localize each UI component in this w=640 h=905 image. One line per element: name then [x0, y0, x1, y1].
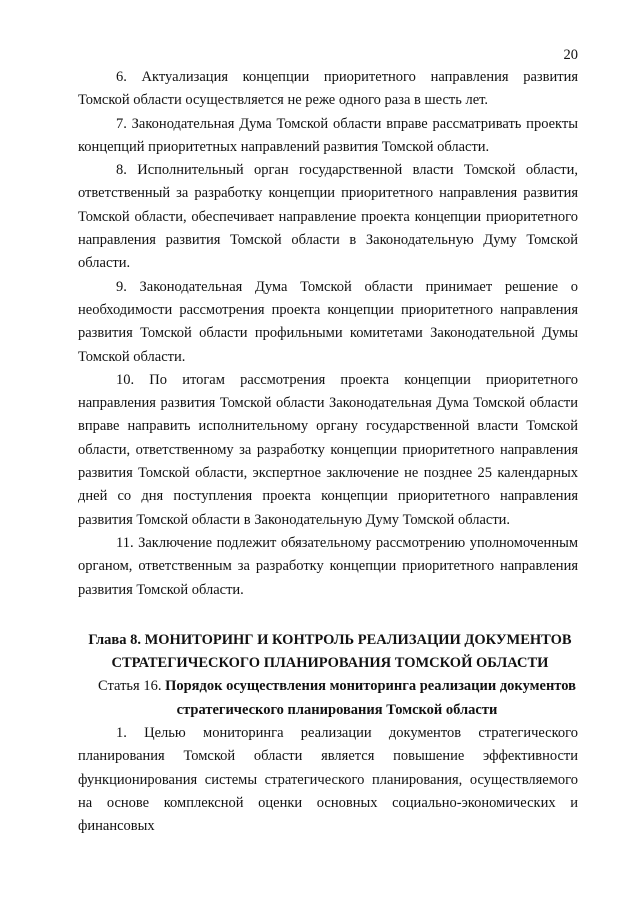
chapter-title: Глава 8. МОНИТОРИНГ И КОНТРОЛЬ РЕАЛИЗАЦИИ ДОКУМЕНТОВ СТРАТЕГИЧЕСКОГО ПЛАНИРОВАНИЯ ТОМСКОЙ ОБЛАСТИ: [88, 631, 572, 672]
paragraph-9: 9. Законодательная Дума Томской области принимает решение о необходимости рассмотрения проекта концепции приоритетного направления развития Томской области профильными комитетами Законодательной Думы Томской области.: [78, 278, 578, 365]
paragraph-6: 6. Актуализация концепции приоритетного направления развития Томской области осуществляется не реже одного раза в шесть лет.: [78, 69, 578, 109]
article-paragraph-1: 1. Целью мониторинга реализации документов стратегического планирования Томской области является повышение эффективности функционирования системы стратегического планирования, осуществляемого на основе комплексной оценки основных социально-экономических и финансовых: [78, 725, 578, 835]
paragraph-10: 10. По итогам рассмотрения проекта концепции приоритетного направления развития Томской области Законодательная Дума Томской области вправе направить исполнительному органу государственной власти Томской области, ответственному за разработку концепции приоритетного направления развития Томской области, экспертное заключение не позднее 25 календарных дней со дня поступления проекта концепции приоритетного направления развития Томской области в Законодательную Думу Томской области.: [78, 371, 578, 528]
article-heading: [78, 675, 578, 722]
document-body: [78, 66, 578, 839]
paragraph-7: 7. Законодательная Дума Томской области вправе рассматривать проекты концепций приоритетных направлений развития Томской области.: [78, 115, 578, 155]
section-spacer: [78, 602, 578, 629]
article-title: Порядок осуществления мониторинга реализации документов стратегического планирования Томской области: [165, 678, 576, 718]
article-label: Статья 16.: [98, 678, 162, 695]
paragraph-8: 8. Исполнительный орган государственной власти Томской области, ответственный за разработку концепции приоритетного направления развития Томской области, обеспечивает направление проекта концепции приоритетного направления развития Томской области в Законодательную Думу Томской области.: [78, 162, 578, 272]
page-number: 20: [563, 47, 578, 63]
paragraph-11: 11. Заключение подлежит обязательному рассмотрению уполномоченным органом, ответственным за разработку концепции приоритетного направления развития Томской области.: [78, 534, 578, 598]
